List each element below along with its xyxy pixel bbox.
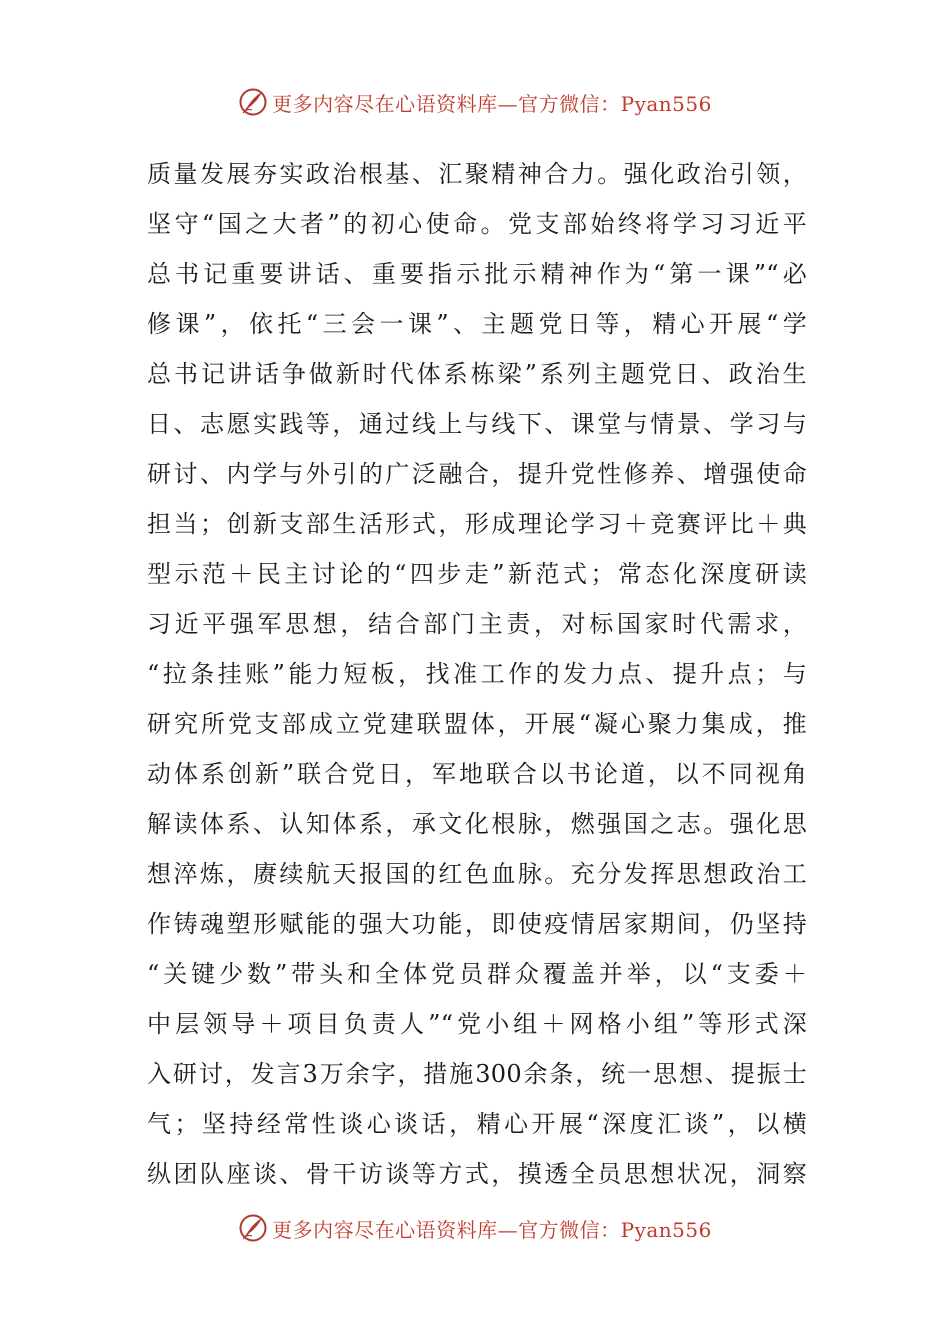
body-line: “关键少数”带头和全体党员群众覆盖并举，以“支委＋ <box>147 960 807 988</box>
body-line: 修课”，依托“三会一课”、主题党日等，精心开展“学 <box>147 310 807 338</box>
body-line: 入研讨，发言3万余字，措施300余条，统一思想、提振士 <box>147 1060 807 1088</box>
body-line: 研究所党支部成立党建联盟体，开展“凝心聚力集成，推 <box>147 710 807 738</box>
body-line: 气；坚持经常性谈心谈话，精心开展“深度汇谈”，以横 <box>147 1110 807 1138</box>
body-line: 质量发展夯实政治根基、汇聚精神合力。强化政治引领， <box>147 160 807 188</box>
quill-logo-icon <box>238 87 268 117</box>
body-line: 解读体系、认知体系，承文化根脉，燃强国之志。强化思 <box>147 810 807 838</box>
body-line: “拉条挂账”能力短板，找准工作的发力点、提升点；与 <box>147 660 807 688</box>
footer-watermark-banner <box>0 1208 950 1248</box>
header-watermark-banner <box>0 82 950 122</box>
body-line: 作铸魂塑形赋能的强大功能，即使疫情居家期间，仍坚持 <box>147 910 807 938</box>
quill-logo-icon <box>238 1213 268 1243</box>
body-line: 坚守“国之大者”的初心使命。党支部始终将学习习近平 <box>147 210 807 238</box>
body-line: 型示范＋民主讨论的“四步走”新范式；常态化深度研读 <box>147 560 807 588</box>
body-line: 纵团队座谈、骨干访谈等方式，摸透全员思想状况，洞察 <box>147 1160 807 1188</box>
body-line: 想淬炼，赓续航天报国的红色血脉。充分发挥思想政治工 <box>147 860 807 888</box>
body-line: 总书记重要讲话、重要指示批示精神作为“第一课”“必 <box>147 260 807 288</box>
body-line: 总书记讲话争做新时代体系栋梁”系列主题党日、政治生 <box>147 360 807 388</box>
body-line: 担当；创新支部生活形式，形成理论学习＋竞赛评比＋典 <box>147 510 807 538</box>
body-line: 动体系创新”联合党日，军地联合以书论道，以不同视角 <box>147 760 807 788</box>
body-line: 习近平强军思想，结合部门主责，对标国家时代需求， <box>147 610 807 638</box>
document-body <box>147 149 807 1199</box>
body-line: 日、志愿实践等，通过线上与线下、课堂与情景、学习与 <box>147 410 807 438</box>
body-line: 中层领导＋项目负责人”“党小组＋网格小组”等形式深 <box>147 1010 807 1038</box>
header-banner-text: 更多内容尽在心语资料库—官方微信：Pyan556 <box>272 91 712 116</box>
footer-banner-text: 更多内容尽在心语资料库—官方微信：Pyan556 <box>272 1217 712 1242</box>
body-line: 研讨、内学与外引的广泛融合，提升党性修养、增强使命 <box>147 460 807 488</box>
